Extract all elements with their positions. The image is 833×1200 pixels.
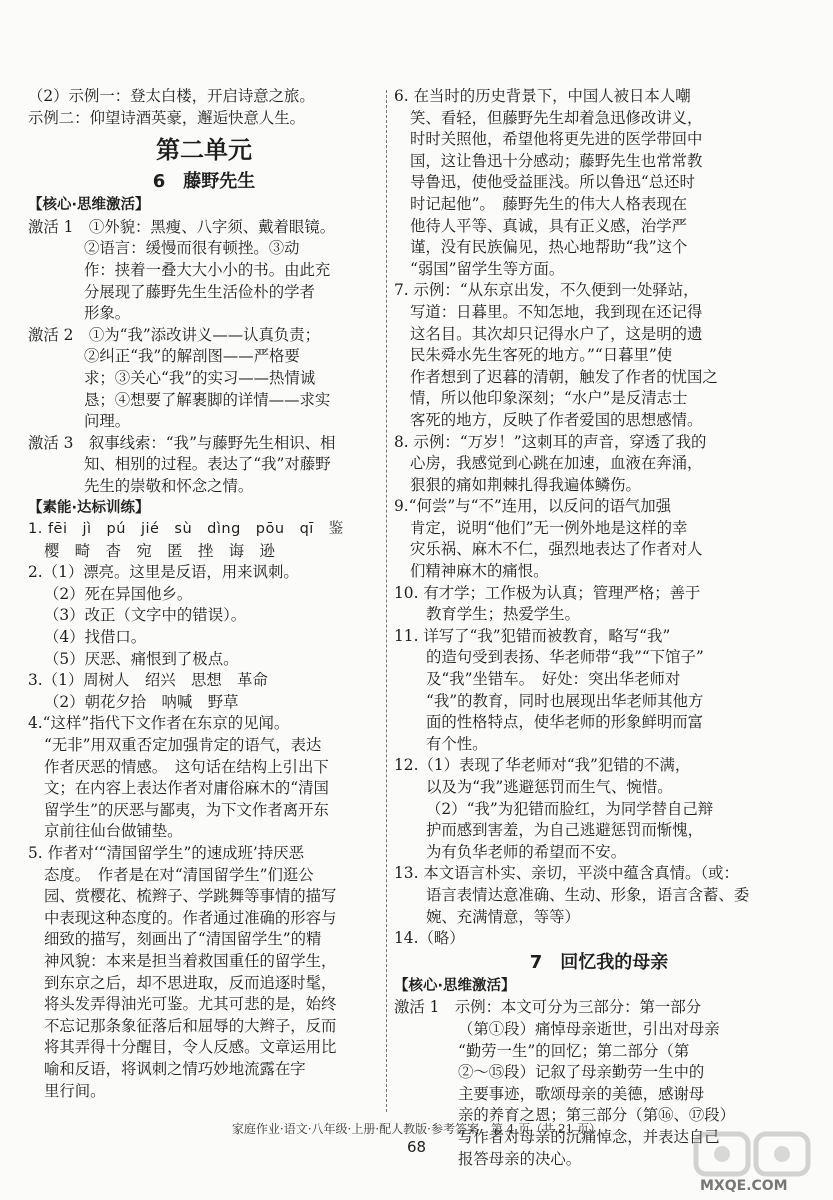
text-line: 作者厌恶的情感。 这句话在结构上引出下 xyxy=(44,757,329,776)
text-line: 中表现这种态度的。作者通过准确的形容与 xyxy=(44,908,337,927)
text-line: 以及为“我”逃避惩罚而生气、惋惜。 xyxy=(426,778,673,796)
text-line: 激活 2 ①为“我”添改讲义——认真负责； xyxy=(28,325,321,344)
text-line: 语言表情达意准确、生动、形象，语言含蓄、委 xyxy=(426,885,750,904)
text-line: 14.（略） xyxy=(394,929,465,948)
text-line: 心房，我感觉到心跳在加速，血液在奔涌， xyxy=(410,454,703,473)
text-line: （第①段）痛悼母亲逝世，引出对母亲 xyxy=(458,1019,720,1038)
text-line: 谨，没有民族偏见，热心地帮助“我”这个 xyxy=(410,238,688,257)
text-line: 态度。 作者是在对“清国留学生”们逛公 xyxy=(44,865,314,884)
text-line: 及“我”坐错车。 好处：突出华老师对 xyxy=(426,670,681,689)
text-line: 恳；④想要了解裹脚的详情——求实 xyxy=(84,390,331,409)
text-line: 面的性格特点，使华老师的形象鲜明而富 xyxy=(426,713,704,732)
text-line: （2）死在异国他乡。 xyxy=(44,584,193,603)
text-line: （2）示例一：登太白楼，开启诗意之旅。 xyxy=(28,87,315,105)
text-line: 笑、看轻，但藤野先生却着急迅修改讲义， xyxy=(410,108,703,127)
page-number: 68 xyxy=(406,1138,427,1156)
text-line: 细致的描写，刻画出了“清国留学生”的精 xyxy=(44,930,322,949)
text-line: 他待人平等、真诚，具有正义感，治学严 xyxy=(410,216,688,235)
text-line: 时时关照他，希望他将更先进的医学带回中 xyxy=(410,130,703,149)
text-line: 里行间。 xyxy=(44,1081,106,1100)
text-line: 激活 1 ①外貌：黑瘦、八字须、戴着眼镜。 xyxy=(28,217,336,236)
text-line: 时记起他”。 藤野先生的伟大人格表现在 xyxy=(410,194,688,213)
section-heading: 【核心·思维激活】 xyxy=(28,197,150,214)
text-line: 情，所以他印象深刻；“水户”是反清志士 xyxy=(410,389,688,408)
text-line: （4）找借口。 xyxy=(44,628,147,647)
text-line: （3）改正（文字中的错误）。 xyxy=(44,606,247,625)
text-line: 民朱舜水先生客死的地方。”“日暮里”使 xyxy=(410,346,673,365)
text-line: 分展现了藤野先生生活俭朴的学者 xyxy=(84,282,315,301)
text-line: 10. 有才学；工作极为认真；管理严格；善于 xyxy=(394,583,701,602)
text-line: 知、相别的过程。表达了“我”对藤野 xyxy=(84,455,331,474)
text-line: 6. 在当时的历史背景下，中国人被日本人嘲 xyxy=(394,87,691,105)
text-line: 将其弄得十分醒目，令人反感。文章运用比 xyxy=(44,1038,337,1057)
text-line: 报答母亲的决心。 xyxy=(458,1149,582,1168)
column-divider xyxy=(386,90,387,1112)
text-line: 京前往仙台做铺垫。 xyxy=(44,822,183,841)
text-line: （5）厌恶、痛恨到了极点。 xyxy=(44,649,239,668)
text-line: ②语言：缓慢而很有顿挫。③动 xyxy=(84,239,300,258)
text-line: 的造句受到表扬、华老师带“我”“下馆子” xyxy=(426,648,704,667)
text-line: 3.（1）周树人 绍兴 思想 革命 xyxy=(28,671,268,690)
text-line: 11. 详写了“我”犯错而被教育，略写“我” xyxy=(394,626,671,645)
unit-title: 第二单元 xyxy=(156,136,252,165)
text-line: 求；③关心“我”的实习——热情诚 xyxy=(84,368,316,387)
text-line: 作者想到了迟暮的清朝，触发了作者的忧国之 xyxy=(410,367,718,386)
text-line: 导鲁迅，使他受益匪浅。所以鲁迅“总还时 xyxy=(410,173,695,192)
text-line: 示例二：仰望诗酒英豪，邂逅快意人生。 xyxy=(28,108,306,127)
text-line: 写道：日暮里。不知怎地，我到现在还记得 xyxy=(410,302,703,321)
text-line: （2）朝花夕拾 呐喊 野草 xyxy=(44,692,239,711)
text-line: 4.“这样”指代下文作者在东京的见闻。 xyxy=(28,714,290,733)
lesson-title: 6 藤野先生 xyxy=(152,171,256,193)
text-line: ②纠正“我”的解剖图——严格要 xyxy=(84,347,300,366)
section-heading: 【素能·达标训练】 xyxy=(28,499,150,516)
text-line: 们精神麻木的痛恨。 xyxy=(410,562,549,581)
text-line: “我”的教育，同时也展现出华老师其他方 xyxy=(426,691,704,710)
section-heading: 【核心·思维激活】 xyxy=(394,977,516,994)
page-footer: 家庭作业·语文·八年级·上册·配人教版·参考答案 第 4 页（共 21 页） xyxy=(231,1122,602,1136)
lesson-title: 7 回忆我的母亲 xyxy=(529,951,669,973)
text-line: 到东京之后，却不思进取，反而追逐时髦， xyxy=(44,973,337,992)
text-line: 亲的养育之恩；第三部分（第⑯、⑰段） xyxy=(458,1106,736,1125)
text-line: 先生的崇敬和怀念之情。 xyxy=(84,476,254,495)
text-line: 主要事迹，歌颂母亲的美德，感谢母 xyxy=(458,1084,705,1103)
text-line: 园、赏樱花、梳辫子、学跳舞等事情的描写 xyxy=(44,887,337,906)
text-line: 不忘记那条象征落后和屈辱的大辫子，反而 xyxy=(44,1016,337,1035)
text-line: 这名目。其次却只记得水户了，这是明的遗 xyxy=(410,324,703,343)
text-line: 激活 3 叙事线索：“我”与藤野先生相识、相 xyxy=(28,433,336,452)
text-line: 教育学生；热爱学生。 xyxy=(426,605,580,624)
text-line: 喻和反语，将讽刺之情巧妙地流露在字 xyxy=(44,1059,306,1078)
watermark-text: MXQE.COM xyxy=(700,1178,788,1194)
text-line: 护而感到害羞，为自己逃避惩罚而惭愧， xyxy=(426,821,704,840)
text-line: 9.“何尝”与“不”连用，以反问的语气加强 xyxy=(394,497,672,516)
text-line: 为有负华老师的希望而不安。 xyxy=(426,842,627,861)
text-line: 8. 示例：“万岁！”这刺耳的声音，穿透了我的 xyxy=(394,432,707,451)
text-line: 7. 示例：“从东京出发，不久便到一处驿站， xyxy=(394,281,699,300)
text-line: 激活 1 示例：本文可分为三部分：第一部分 xyxy=(394,998,702,1017)
text-line: 狠狠的痛如荆棘扎得我遍体鳞伤。 xyxy=(410,475,641,494)
text-line: “无非”用双重否定加强肯定的语气，表达 xyxy=(44,736,322,755)
text-line: 客死的地方，反映了作者爱国的思想感情。 xyxy=(410,410,703,429)
text-line: 樱 畸 杳 宛 匿 挫 诲 逊 xyxy=(44,541,275,560)
text-line: 留学生”的厌恶与鄙夷，为下文作者离开东 xyxy=(44,800,329,819)
text-line: 神风貌：本来是担当着救国重任的留学生， xyxy=(44,951,337,970)
text-line: 国，这让鲁迅十分感动；藤野先生也常常教 xyxy=(410,151,703,170)
text-line: ②～⑮段）记叙了母亲勤劳一生中的 xyxy=(458,1063,705,1082)
text-line: 文；在内容上表达作者对庸俗麻木的“清国 xyxy=(44,779,329,798)
left-column xyxy=(28,86,380,1102)
text-line: 形象。 xyxy=(84,304,131,323)
text-line: “勤劳一生”的回忆；第二部分（第 xyxy=(458,1041,690,1060)
text-line: 将头发弄得油光可鉴。尤其可悲的是，始终 xyxy=(44,995,337,1014)
text-line: 写作者对母亲的沉痛悼念，并表达自己 xyxy=(458,1127,720,1146)
text-line: 13. 本文语言朴实、亲切，平淡中蕴含真情。（或： xyxy=(394,864,739,883)
pinyin-line: 1. fēi jì pú jié sù dìng pōu qī 鉴 xyxy=(28,521,344,538)
text-line: 2.（1）漂亮。这里是反语，用来讽刺。 xyxy=(28,563,299,582)
right-column xyxy=(394,86,804,1170)
text-line: 婉、充满情意，等等） xyxy=(426,907,580,926)
text-line: “弱国”留学生等方面。 xyxy=(410,259,565,278)
text-line: 作：挟着一叠大大小小的书。由此充 xyxy=(84,260,331,279)
text-line: 12.（1）表现了华老师对“我”犯错的不满， xyxy=(394,756,691,775)
text-line: 问理。 xyxy=(84,412,131,431)
text-line: 灾乐祸、麻木不仁，强烈地表达了作者对人 xyxy=(410,540,703,559)
text-line: 5. 作者对‘“清国留学生”的速成班’持厌恶 xyxy=(28,844,304,862)
text-line: （2）“我”为犯错而脸红，为同学替自己辩 xyxy=(426,799,714,818)
text-line: 有个性。 xyxy=(426,734,488,753)
text-line: 肯定，说明“他们”无一例外地是这样的幸 xyxy=(410,518,688,537)
